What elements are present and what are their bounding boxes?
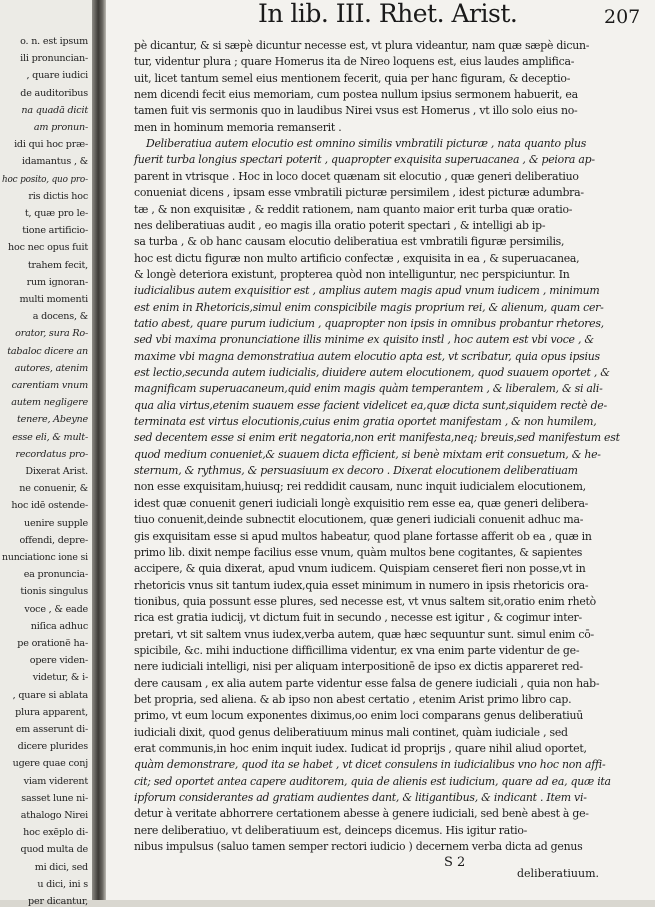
left-page-line: videtur, & i- [32,672,88,684]
body-line: iudiciali dixit, quod genus deliberatiuum minus mali continet, quàm iudiciale , sed [134,725,568,739]
body-line: est lectio,secunda autem iudicialis, diuidere autem elocutionem, quod suauem oportet , & [134,366,610,379]
left-page-line: autores, atenim [14,362,88,374]
left-page-line: viam viderent [23,775,88,787]
body-line: nes deliberatiuas audit , eo magis illa oratio poterit spectari , & intelligi ab ip- [134,218,546,232]
body-line: primo lib. dixit nempe facilius esse vnum, quàm multos bene cogitantes, & sapientes [134,545,583,559]
body-line: ipforum considerantes ad gratiam audientes dant, & litigantibus, & indicant . Item vi- [134,791,587,805]
left-page-line: ne conuenir, & [19,483,88,495]
left-page-margin [0,0,92,907]
left-page-line: quod multa de [20,844,88,856]
left-page-line: per dicantur, [28,896,88,907]
body-line: est enim in Rhetoricis,simul enim conspicibile magis proprium rei, & alienum, quam cer- [134,300,604,314]
page-number: 207 [604,6,641,28]
body-line: erat communis,in hoc enim inquit iudex. Iudicat id proprijs , quare nihil aliud oportet, [134,742,587,756]
left-page-line: multi momenti [19,294,88,305]
body-line: detur à veritate abhorrere certationem abesse à genere iudiciali, sed benè abest à ge- [134,807,589,821]
body-line: nibus impulsus (saluo tamen semper rectori iudicio ) decernem verba dicta ad genus [134,840,583,854]
body-line: sed vbi maxima pronunciatione illis minime ex quisito instl , hoc autem est vbi voce , & [134,333,594,347]
catchword: deliberatiuum. [517,867,599,880]
body-line: sed decentem esse si enim erit negatoria,non erit manifesta,neq; breuis,sed manifestum est [134,431,620,445]
page-header [106,0,655,30]
left-page-line: niſica adhuc [30,620,88,632]
body-line: accipere, & quia dixerat, apud vnum iudicem. Quispiam censeret fieri non posse,vt in [134,562,586,576]
body-line: sternum, & rythmus, & persuasiuum ex decoro . Dixerat elocutionem deliberatiuam [134,464,578,478]
left-page-line: plura apparent, [15,706,88,718]
left-page-line: esse eli, & mult- [12,431,88,443]
left-page-line: dicere plurides [17,741,88,753]
body-line: qua alia virtus,etenim suauem esse facient videlicet ea,quæ dicta sunt,siquidem rectè de- [134,398,607,412]
left-page-line: u dici, ini s [37,878,88,890]
body-line: pretari, vt sit saltem vnus iudex,verba autem, quæ hæc sequuntur sunt. simul enim cō- [134,627,594,641]
left-page-line: tione artificio- [22,225,88,237]
left-page-line: opere viden- [29,655,88,667]
body-line: dere causam , ex alia autem parte videntur esse falsa de genere iudiciali , quia non hab- [134,676,600,690]
left-page-line: ili pronuncian- [20,53,88,65]
left-page-line: ugere quae conj [12,758,88,770]
left-page-line: tenere, Abeyne [17,414,88,426]
left-page-line: em asserunt di- [15,724,88,735]
body-line: parent in vtrisque . Hoc in loco docet quænam sit elocutio , quæ generi deliberatiuo [134,169,579,183]
left-page-line: trahem fecit, [27,259,88,271]
left-page-line: idi qui hoc præ- [14,139,88,151]
right-page [106,0,655,900]
left-page-line: hoc idē ostende- [11,500,88,512]
body-line: men in hominum memoria remanserit . [134,120,342,134]
body-line: primo, vt eum locum exponentes diximus,oo enim loci comparans genus deliberatiuū [134,709,584,723]
body-line: Deliberatiua autem elocutio est omnino similis vmbratili picturæ , nata quanto plus [146,137,587,151]
body-line: conueniat dicens , ipsam esse vmbratili picturæ persimilem , idest picturæ adumbra- [134,186,584,200]
body-line: tur, videntur plura ; quare Homerus ita de Nireo loquens est, eius laudes amplifica- [134,55,575,69]
body-line: idest quæ conuenit generi iudiciali longè exquisitio rem esse ea, quæ generi delibera- [134,496,589,510]
left-page-line: autem negligere [11,397,88,409]
book-gutter [92,0,106,900]
left-page-line: de auditoribus [20,87,88,99]
signature-mark: S 2 [444,855,466,870]
left-page-line: am pronun- [33,122,88,133]
left-page-line: na quadā dicit [21,104,88,116]
body-line: pè dicantur, & si sæpè dicuntur necesse est, vt plura videantur, nam quæ sæpè dicun- [134,39,590,52]
body-line: nere iudiciali intelligi, nisi per aliquam interpositionē de ipso ex dictis appareret red- [134,660,583,674]
left-page-line: , quare si ablata [12,689,88,701]
left-page-line: pe orationë ha- [17,638,88,649]
left-page-line: ris dictis hoc [28,190,88,202]
body-line: tamen fuit vis sermonis quo in laudibus Nirei vsus est Homerus , vt illo solo eius no- [134,104,578,118]
left-page-line: recordatus pro- [15,448,88,460]
body-line: nere deliberatiuo, vt deliberatiuum est, deinceps dicemus. His igitur ratio- [134,823,528,837]
left-page-line: athalogo Nirei [20,810,88,821]
body-line: tatio abest, quare purum iudicium , quapropter non ipsis in omnibus probantur rhetores, [134,316,604,330]
body-line: maxime vbi magna demonstratiua autem elocutio apta est, vt scribatur, quia opus ipsius [134,349,600,363]
body-line: rhetoricis vnus sit tantum iudex,quia esset minimum in numero in ipsis rhetoricis ora- [134,578,589,592]
body-line: iudicialibus autem exquisitior est , amplius autem magis apud vnum iudicem , minimum [134,284,600,298]
body-line: hoc est dictu figuræ non multo artificio confectæ , exquisita in ea , & superuacanea, [134,251,580,265]
left-page-line: o. n. est ipsum [20,36,88,47]
left-page-line: a docens, & [32,311,88,323]
body-line: non esse exquisitam,huiusq; rei reddidit causam, nunc inquit iudicialem elocutionem, [134,480,586,494]
left-page-line: hoc nec opus fuit [8,242,88,254]
left-page-line: rum ignoran- [26,276,88,288]
left-page-line: hoc exēplo di- [23,827,88,839]
left-page-line: , quare iudici [26,70,88,82]
running-title: In lib. III. Rhet. Arist. [258,0,518,28]
body-line: bet propria, sed aliena. & ab ipso non abest certatio , etenim Arist primo libro cap. [134,693,572,706]
left-page-line: sasset lune ni- [21,792,88,804]
left-page-line: nunciationc ione si [2,552,88,563]
body-line: sa turba , & ob hanc causam elocutio deliberatiua est vmbratili figuræ persimilis, [134,235,565,249]
body-line: uit, licet tantum semel eius mentionem fecerit, quia per hanc figuram, & deceptio- [134,71,571,85]
body-line: tiuo conuenit,deinde subnectit elocutionem, quæ generi iudiciali conuenit adhuc ma- [134,513,584,527]
left-page-line: tionis singulus [20,586,88,598]
body-line: gis exquisitam esse si apud multos habeatur, quod plane fortasse afferit ob ea , quæ in [134,529,592,543]
left-page-line: uenire supple [24,517,88,529]
left-page-line: tabaloc dicere an [7,345,88,357]
left-page-line: mi dici, sed [34,861,88,873]
left-page-line: carentiam vnum [11,380,88,391]
left-page-line: orator, sura Ro- [15,328,88,340]
body-line: & longè deteriora existunt, propterea quòd non intelliguntur, nec perspiciuntur. In [134,267,570,281]
body-line: magnificam superuacaneum,quid enim magis quàm temperantem , & liberalem, & si ali- [134,382,603,396]
left-page-line: ea pronuncia- [23,569,88,581]
left-page-line: Dixerat Arist. [25,466,88,477]
left-page-line: hoc posito, quo pro- [2,173,88,185]
left-page-line: voce , & eade [24,603,88,615]
body-line: rica est gratia iudicij, vt dictum fuit in secundo , necesse est igitur , & cogimur inter- [134,611,582,625]
body-line: quod medium conueniet,& suauem dicta efficient, si benè mixtam erit consuetum, & he- [134,447,601,461]
body-line: fuerit turba longius spectari poterit , quapropter exquisita superuacanea , & peiora ap- [134,153,595,167]
left-page-line: idamantus , & [22,156,88,168]
body-line: terminata est virtus elocutionis,cuius enim gratia oportet manifestam , & non humilem, [134,415,597,429]
body-line: quàm demonstrare, quod ita se habet , vt dicet consulens in iudicialibus vno hoc non affi- [134,758,606,772]
left-page-line: offendi, depre- [19,534,88,546]
body-line: tionibus, quia possunt esse plures, sed necesse est, vt vnus saltem sit,oratio enim rhetò [134,594,596,608]
left-page-line: t, quæ pro le- [24,208,88,219]
body-line: tæ , & non exquisitæ , & reddit rationem, nam quanto maior erit turba quæ oratio- [134,202,573,216]
body-line: spicibile, &c. mihi inductione difficillima videntur, ex vna enim parte videntur de ge- [134,643,580,657]
body-line: cit; sed oportet antea capere auditorem, quia de alienis est iudicium, quare ad ea, quæ ita [134,774,611,788]
body-line: nem dicendi fecit eius memoriam, cum postea nullum ipsius sermonem habuerit, ea [134,88,578,102]
